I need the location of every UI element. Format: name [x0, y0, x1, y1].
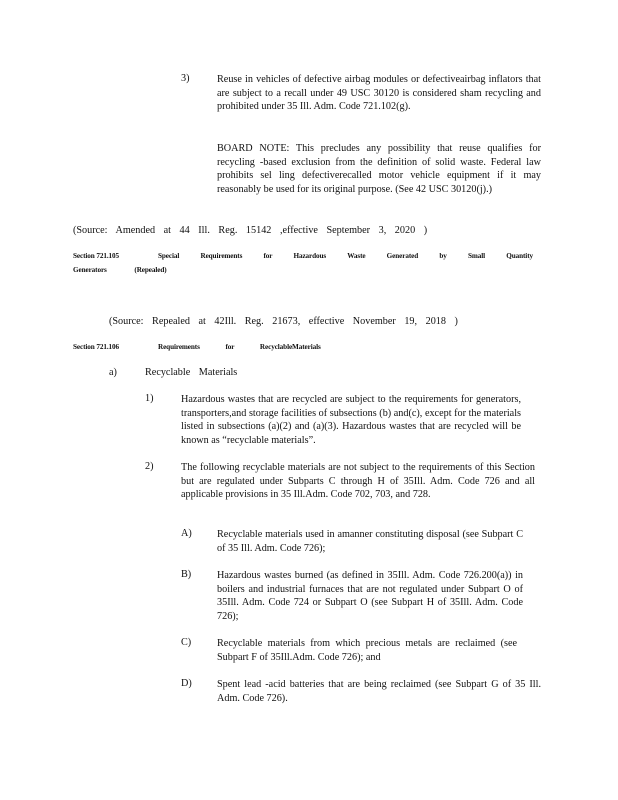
item-d-text: Spent lead -acid batteries that are being reclaimed (see Subpart G of 35 Ill. Adm. Code 726). [217, 679, 541, 704]
paragraph-2-marker: 2) [145, 461, 154, 472]
item-3-text: Reuse in vehicles of defective airbag modules or defectiveairbag inflators that are subject to a recall under 49 USC 30120 is considered sham recycling and prohibited under 35 Ill. Adm. Code 721.102(g). [217, 74, 541, 113]
section-106-number: Section 721.106 [73, 343, 120, 351]
item-b-marker: B) [181, 569, 192, 580]
paragraph-2-text: The following recyclable materials are not subject to the requirements of this Section but are regulated under Subparts C through H of 35Ill. Adm. Code 726 and all applicable provisions in 35 Ill.Adm. Code 702, 703, and 728. [181, 462, 535, 501]
item-b-text: Hazardous wastes burned (as defined in 35Ill. Adm. Code 726.200(a)) in boilers and industrial furnaces that are not regulated under Subpart O of 35Ill. Adm. Code 724 or Subpart O (see Subpart H of 35Ill. Adm. Code 726); [217, 570, 523, 622]
section-105-title-line2: Generators (Repealed) [73, 266, 167, 274]
section-106-title: Requirements for RecyclableMaterials [158, 343, 321, 351]
paragraph-1-text: Hazardous wastes that are recycled are subject to the requirements for generators, transporters,and storage facilities of subsections (b) and(c), except for the materials listed in subsections (a)(2) and (a)(3). Hazardous wastes that are recycled will be known as “recyclable materials”. [181, 394, 521, 446]
item-3-marker: 3) [181, 73, 190, 84]
item-d-marker: D) [181, 678, 192, 689]
item-c-text: Recyclable materials from which precious metals are reclaimed (see Subpart F of 35Ill.Adm. Code 726); and [217, 638, 517, 663]
section-105-title: Special Requirements for Hazardous Waste Generated by Small Quantity [158, 252, 533, 260]
item-a-text: Recyclable materials used in amanner constituting disposal (see Subpart C of 35 Ill. Adm. Code 726); [217, 529, 523, 554]
source-note-1: (Source: Amended at 44 Ill. Reg. 15142 ,effective September 3, 2020 ) [73, 225, 428, 236]
subsection-a-heading: Recyclable Materials [145, 367, 238, 378]
item-a-marker: A) [181, 528, 192, 539]
subsection-a-marker: a) [109, 367, 117, 378]
section-105-number: Section 721.105 [73, 252, 120, 260]
source-note-2: (Source: Repealed at 42Ill. Reg. 21673, effective November 19, 2018 ) [109, 316, 458, 327]
board-note: BOARD NOTE: This precludes any possibility that reuse qualifies for recycling -based exclusion from the definition of solid waste. Federal law prohibits sel ling defectiverecalled motor vehicle equipment if it may reasonably be used for its original purpose. (See 42 USC 30120(j).) [217, 143, 541, 195]
item-c-marker: C) [181, 637, 192, 648]
paragraph-1-marker: 1) [145, 393, 154, 404]
